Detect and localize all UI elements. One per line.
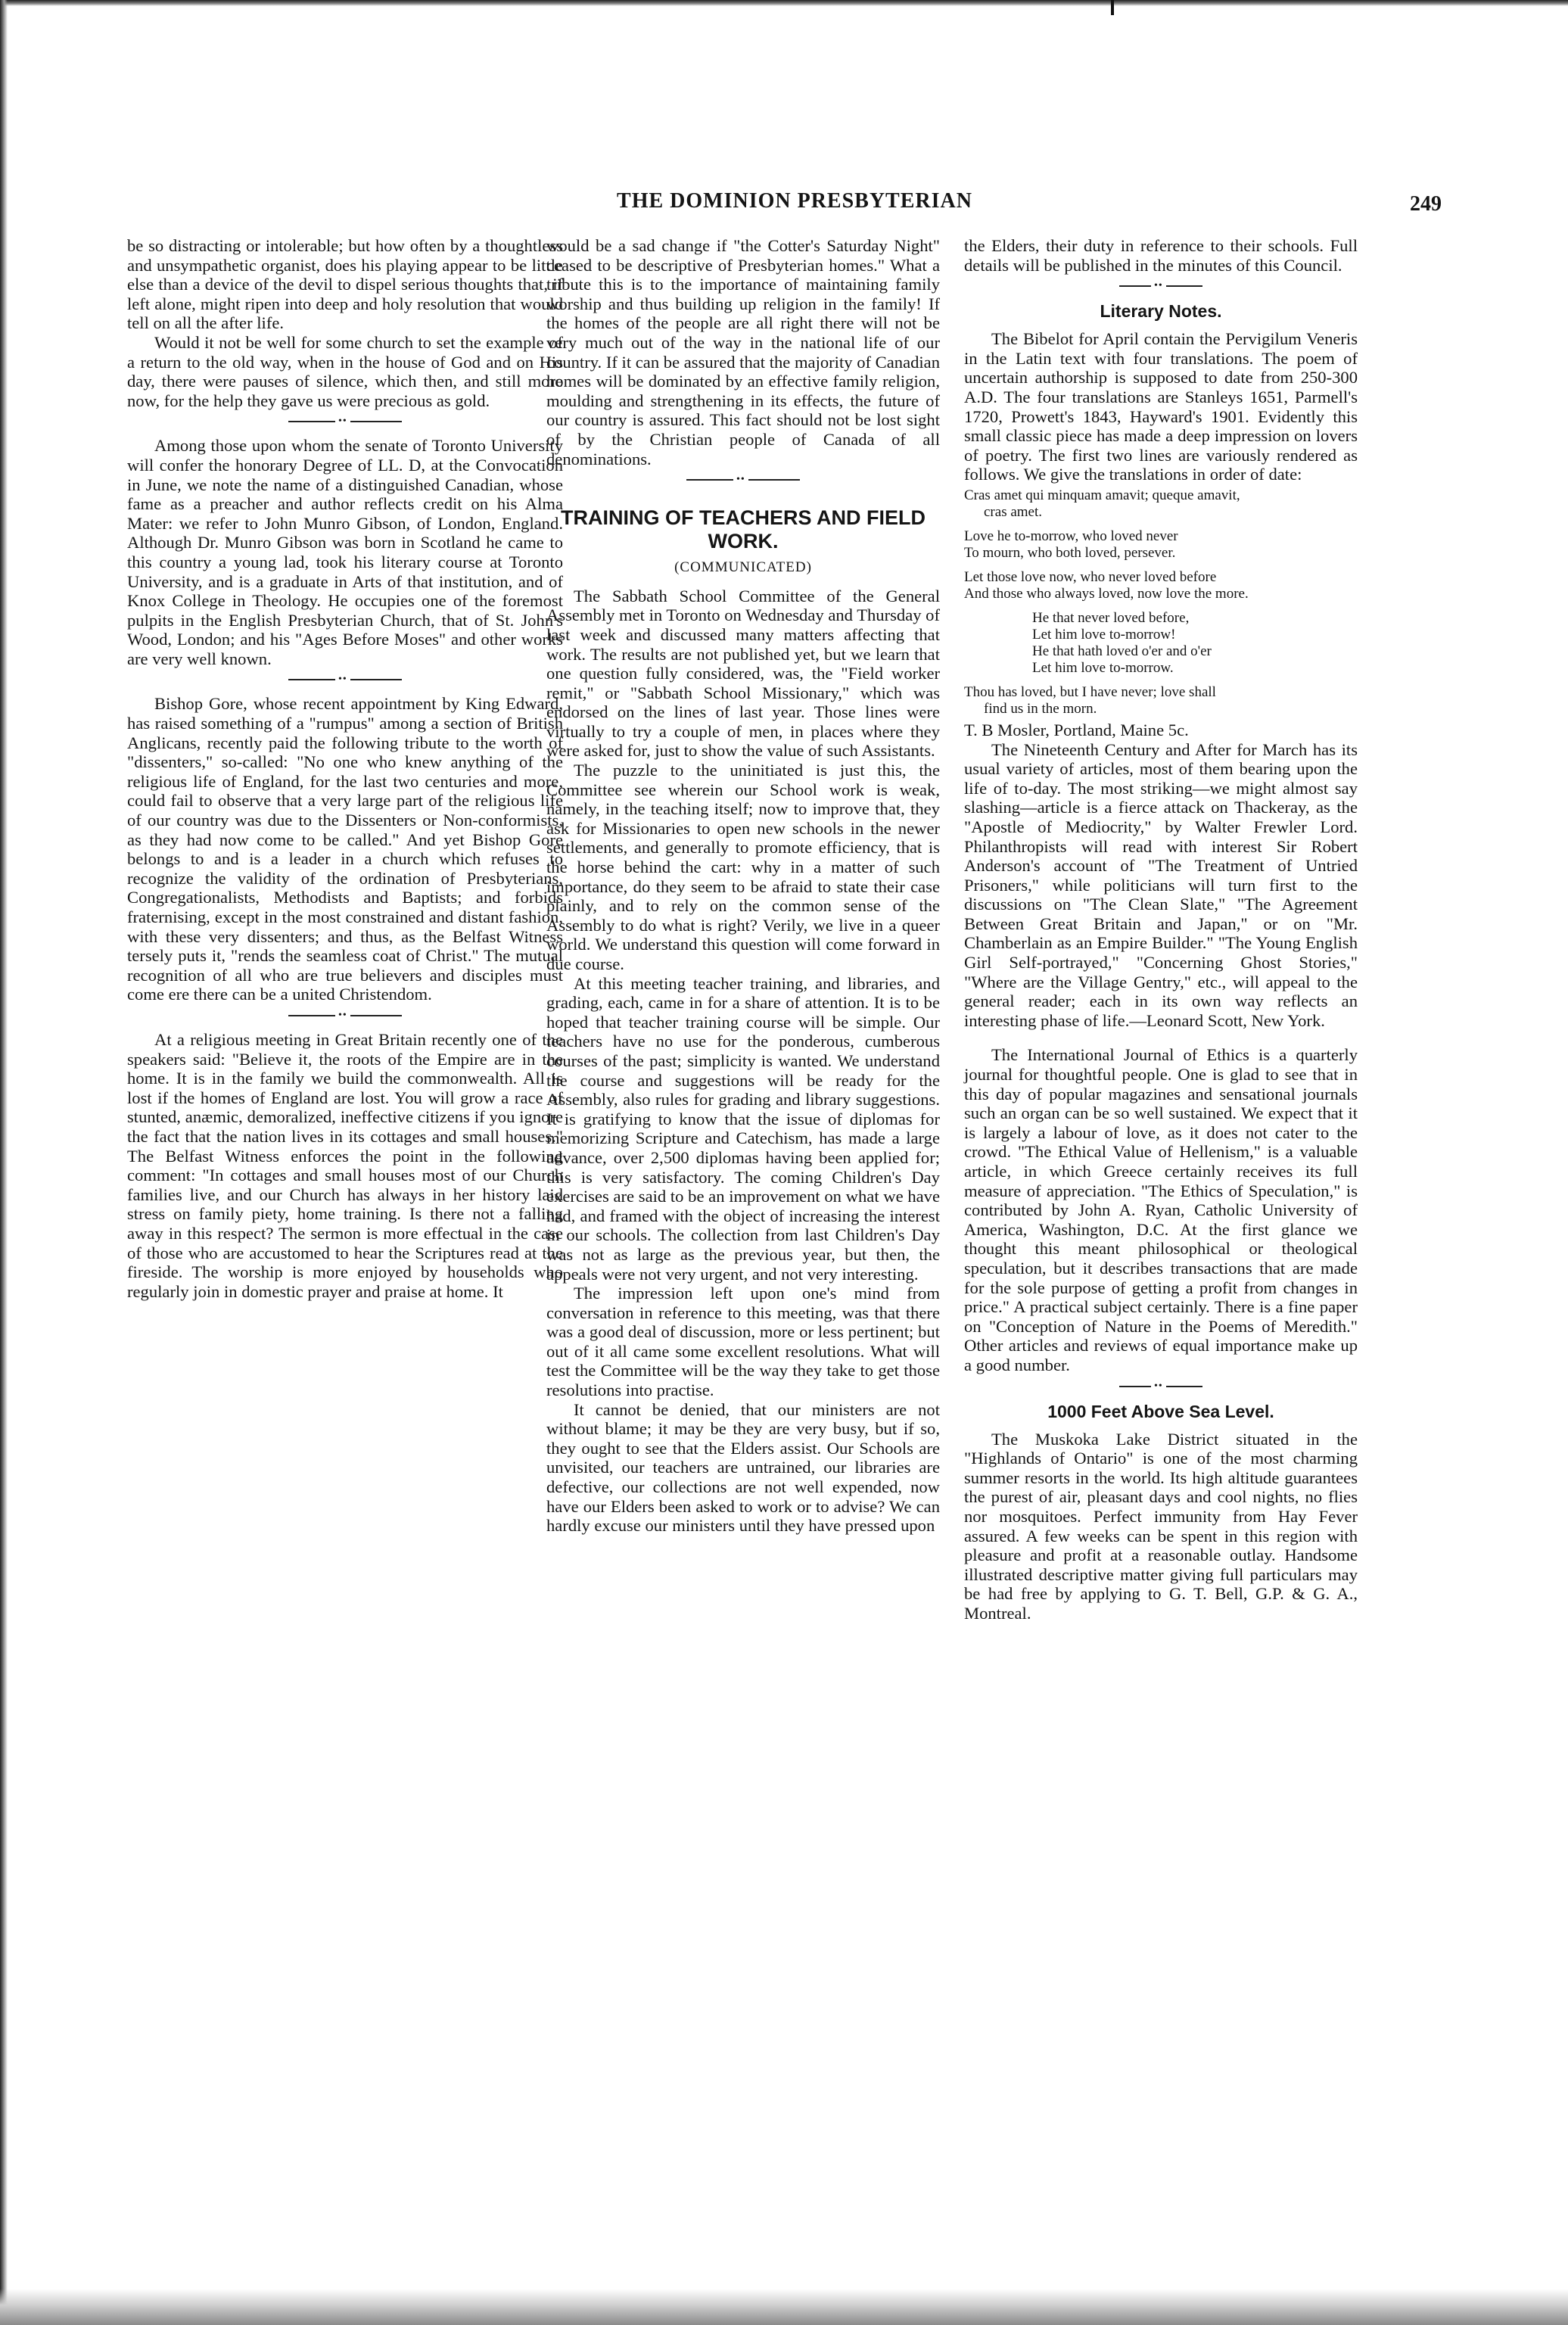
paragraph-sabbath-committee: The Sabbath School Committee of the General Assembly met in Toronto on Wednesday and Thursday of last week and discussed many matters affecting that work. The results are not published yet, but we learn that one question fully considered, was, the "Field worker remit," or "Sabbath School Missionary," which was endorsed on the lines of last year. Those lines were virtually to try a couple of men, in places where they were asked for, just to show the value of such Assistants.: [546, 586, 940, 761]
section-divider: [1119, 1386, 1202, 1387]
paragraph-ministers: It cannot be denied, that our ministers are not without blame; it may be they are very busy, but if so, they ought to see that the Elders assist. Our Schools are unvisited, our teachers are untrained, our libraries are defective, our collections are not well expended, now have our Elders been asked to work or to advise? We can hardly excuse our ministers until they have pressed upon: [546, 1399, 940, 1536]
scan-border-top: [0, 0, 1568, 6]
column-3: [964, 236, 1358, 1623]
poem-line: And those who always loved, now love the more.: [964, 585, 1249, 602]
paragraph-teacher-training: At this meeting teacher training, and libraries, and grading, each, came in for a share of attention. It is to be hoped that teacher training course will be simple. Our teachers have no use for the ponderous, cumberous courses of the past; simplicity is wanted. We understand the course and suggestions will be ready for the Assembly, also rules for grading and library suggestions. It is gratifying to know that the issue of diplomas for memorizing Scripture and Catechism, has made a large advance, over 2,500 diplomas having been applied for; this is very satisfactory. The coming Children's Day exercises are said to be an improvement on what we have had, and framed with the object of increasing the interest in our schools. The collection from last Children's Day was not as large as the previous year, but then, the appeals were not very urgent, and not very interesting.: [546, 973, 940, 1284]
section-divider: [288, 1015, 402, 1016]
section-divider: [686, 479, 800, 481]
literary-notes-heading: Literary Notes.: [1100, 301, 1222, 322]
paragraph-munro-gibson: Among those upon whom the senate of Toronto University will confer the honorary Degree of LL. D, at the Convocation in June, we note the name of a distinguished Canadian, whose fame as a preacher and author reflects credit on his Alma Mater: we refer to John Munro Gibson, of London, England. Although Dr. Munro Gibson was born in Scotland he came to this country a young lad, took his literary course at Toronto University, and is a graduate in Arts of that institution, and of Knox College in Theology. He occupies one of the foremost pulpits in the English Presbyterian Church, that of St. John's Wood, London; and his "Ages Before Moses" and other works are very well known.: [127, 436, 563, 668]
paragraph-ethics-journal: The International Journal of Ethics is a quarterly journal for thoughtful people. One is glad to see that in this day of popular magazines and sensational journals such an organ can be so well sustained. We expect that it is largely a labour of love, as it does not cater to the crowd. "The Ethical Value of Hellenism," is a valuable article, in which Greece certainly receives its full measure of appreciation. "The Ethics of Speculation," is contributed by John A. Ryan, Catholic University of America, Washington, D.C. At the first glance we thought this meant philosophical or theological speculation, but it describes transactions that are made for the sole purpose of getting a profit from changes in price." A practical subject certainly. There is a fine paper on "Conception of Nature in the Poems of Meredith." Other articles and reviews of equal importance make up a good number.: [964, 1045, 1358, 1374]
scan-mark: [1111, 0, 1114, 15]
poem-line: To mourn, who both loved, persever.: [964, 544, 1176, 561]
section-divider: [288, 679, 402, 680]
article-heading: TRAINING OF TEACHERS AND FIELD WORK.: [561, 506, 926, 553]
paragraph-elders-duty: the Elders, their duty in reference to their schools. Full details will be published in the minutes of this Council.: [964, 236, 1358, 275]
column-1: [127, 236, 563, 1301]
poem-line: He that hath loved o'er and o'er: [1032, 643, 1212, 659]
section-divider: [1119, 285, 1202, 287]
page-number: 249: [1410, 192, 1442, 216]
column-2: [546, 236, 940, 1536]
paragraph-nineteenth-century: The Nineteenth Century and After for March has its usual variety of articles, most of them bearing upon the life of to-day. The most striking—we might almost say slashing—article is a fierce attack on Thackeray, as the "Apostle of Mediocrity," by Walter Frewler Lord. Philanthropists will read with interest Sir Robert Anderson's account of "The Treatment of Untried Prisoners," while politicians will turn first to the discussions on "The Clean Slate," "The Agreement Between Great Britain and Japan," or on "Mr. Chamberlain as an Empire Builder." "The Young English Girl Self-portrayed," "Concerning Ghost Stories," "Where are the Village Gentry," etc., will appeal to the general reader; each in its own way reflects an interesting phase of life.—Leonard Scott, New York.: [964, 739, 1358, 1030]
poem-line: Cras amet qui minquam amavit; queque amavit,: [964, 487, 1240, 503]
paragraph-religious-meeting: At a religious meeting in Great Britain recently one of the speakers said: "Believe it, the roots of the Empire are in the home. It is in the family we build the commonwealth. All is lost if the homes of England are lost. You will grow a race of stunted, anæmic, demoralized, ineffective citizens if you ignore the fact that the nation lives in its cottages and small houses." The Belfast Witness enforces the point in the following comment: "In cottages and small houses most of our Church families live, and our Church has always in her history laid stress on family piety, home training. Is there not a falling away in this respect? The sermon is more effectual in the case of those who are accustomed to hear the Scriptures read at the fireside. The worship is more enjoyed by households who regularly join in domestic prayer and praise at home. It: [127, 1029, 563, 1301]
poem-line: Love he to-morrow, who loved never: [964, 528, 1178, 544]
poem-line: Let those love now, who never loved before: [964, 568, 1217, 585]
poem-line: find us in the morn.: [984, 700, 1097, 717]
poem-line: cras amet.: [984, 503, 1043, 520]
paragraph-puzzle: The puzzle to the uninitiated is just this, the Committee see wherein our School work is weak, namely, in the teaching itself; now to improve that, they ask for Missionaries to open new schools in the newer settlements, and generally to promote efficiency, that is the horse behind the cart: why in a matter of such importance, do they seem to be afraid to state their case plainly, and to rely on the common sense of the Assembly to do what is right? Verily, we live in a queer world. We understand this question will come forward in due course.: [546, 761, 940, 973]
poem-line: He that never loved before,: [1032, 609, 1190, 626]
scan-border-left: [0, 0, 8, 2325]
poem-line: Let him love to-morrow!: [1032, 626, 1176, 643]
advertisement-heading: 1000 Feet Above Sea Level.: [1047, 1401, 1274, 1421]
scan-border-bottom: [0, 2289, 1568, 2325]
article-subheading: (COMMUNICATED): [674, 559, 812, 576]
section-divider: [288, 421, 402, 422]
running-title: THE DOMINION PRESBYTERIAN: [617, 189, 972, 213]
paragraph-bibelot: The Bibelot for April contain the Pervigilum Veneris in the Latin text with four translations. The poem of uncertain authorship is supposed to date from 250-300 A.D. The four translations are Stanleys 1651, Parmell's 1720, Prowett's 1843, Hayward's 1901. Evidently this small classic piece has made a deep impression on lovers of poetry. The first two lines are variously rendered as follows. We give the translations in order of date:: [964, 329, 1358, 484]
paragraph-cotters-saturday: would be a sad change if "the Cotter's Saturday Night" ceased to be descriptive of Presbyterian homes." What a tribute this is to the importance of maintaining family worship and thus building up religion in the family! If the homes of the people are all right there will not be very much out of the way in the national life of our country. If it can be assured that the majority of Canadian homes will be dominated by an effective family religion, moulding and strengthening in its effects, the future of our country is assured. This fact should not be lost sight of by the Christian people of Canada of all denominations.: [546, 236, 940, 468]
paragraph-bishop-gore: Bishop Gore, whose recent appointment by King Edward, has raised something of a "rumpus" among a section of British Anglicans, recently paid the following tribute to the worth of "dissenters," so-called: "No one who knew anything of the religious life of England, for the last two centuries and more, could fail to observe that a very large part of the religious life of our country was due to the Dissenters or Non-conformists, as they had now come to be called." And yet Bishop Gore belongs to and is a leader in a church which refuses to recognize the validity of the ordination of Presbyterians, Congregationalists, Methodists and Baptists; and forbids fraternising, except in the most constrained and distant fashion, with these very dissenters; and thus, as the Belfast Witness tersely puts it, "rends the seamless coat of Christ." The mutual recognition of all who are true believers and disciples must come ere there can be a united Christendom.: [127, 694, 563, 1004]
poem-translations: [964, 487, 1358, 717]
poem-line: Thou has loved, but I have never; love shall: [964, 683, 1216, 700]
poem-line: Let him love to-morrow.: [1032, 659, 1174, 676]
paragraph-organist: be so distracting or intolerable; but how often by a thoughtless and unsympathetic organist, does his playing appear to be little else than a device of the devil to dispel serious thoughts that, if left alone, might ripen into deep and holy resolution that would tell on all the after life.: [127, 236, 563, 333]
paragraph-impression: The impression left upon one's mind from conversation in reference to this meeting, was that there was a good deal of discussion, more or less pertinent; but out of it all came some excellent resolutions. What will test the Committee will be the way they take to get those resolutions into practise.: [546, 1284, 940, 1400]
paragraph-muskoka: The Muskoka Lake District situated in the "Highlands of Ontario" is one of the most charming summer resorts in the world. Its high altitude guarantees the purest of air, pleasant days and cool nights, no flies nor mosquitoes. Perfect immunity from Hay Fever assured. A few weeks can be spent in this region with pleasure and profit at a reasonable outlay. Handsome illustrated descriptive matter giving full particulars may be had free by applying to G. T. Bell, G.P. & G. A., Montreal.: [964, 1429, 1358, 1623]
paragraph-silence: Would it not be well for some church to set the example of a return to the old way, when in the house of God and on His day, there were pauses of silence, which then, and still more now, for the help they gave us were precious as gold.: [127, 332, 563, 410]
page-header: [114, 189, 1461, 219]
publisher-credit: T. B Mosler, Portland, Maine 5c.: [964, 720, 1189, 739]
